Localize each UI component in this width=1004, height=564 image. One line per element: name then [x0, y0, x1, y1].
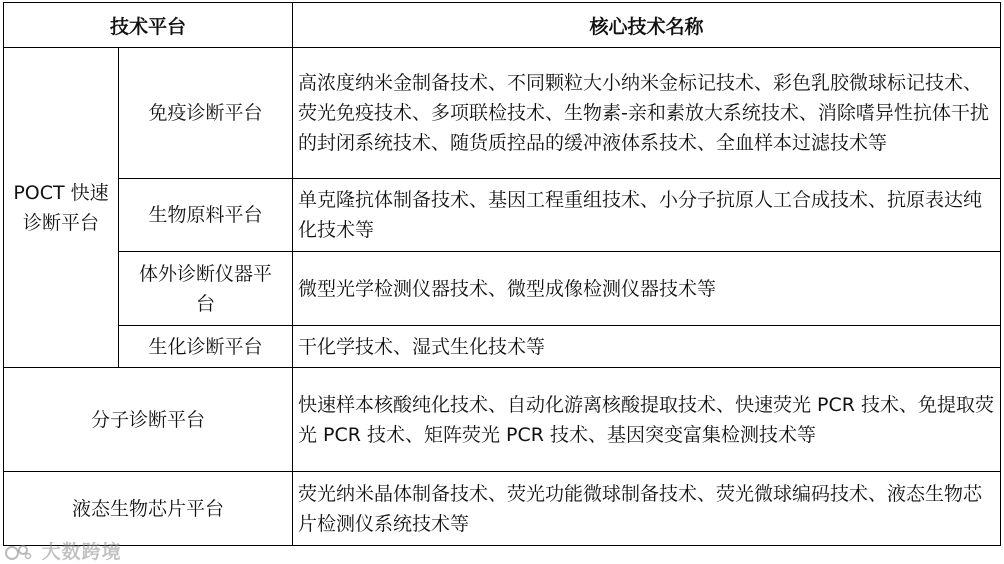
- header-core-tech: 核心技术名称: [293, 3, 1001, 48]
- table-row: [4, 326, 1001, 368]
- subplatform-instrument: [119, 252, 293, 326]
- desc-liquid-chip: 荧光纳米晶体制备技术、荧光功能微球制备技术、荧光微球编码技术、液态生物芯片检测仪系统技术等: [293, 472, 1001, 546]
- category-poct: [4, 48, 119, 368]
- watermark: [4, 537, 122, 564]
- table-row: [4, 368, 1001, 472]
- category-poct-label: POCT 快速诊断平台: [13, 181, 109, 234]
- desc-bio-materials: 单克隆抗体制备技术、基因工程重组技术、小分子抗原人工合成技术、抗原表达纯化技术等: [293, 179, 1001, 252]
- category-liquid-chip: 液态生物芯片平台: [4, 472, 293, 546]
- subplatform-bio-materials: 生物原料平台: [119, 179, 293, 252]
- header-platform: 技术平台: [4, 3, 293, 48]
- category-molecular: 分子诊断平台: [4, 368, 293, 472]
- table-row: [4, 472, 1001, 546]
- subplatform-biochem: 生化诊断平台: [119, 326, 293, 368]
- tech-platform-table: [3, 2, 1001, 546]
- subplatform-immuno: 免疫诊断平台: [119, 48, 293, 179]
- table-row: [4, 252, 1001, 326]
- subplatform-instrument-label: 体外诊断仪器平台: [139, 262, 273, 315]
- table-row: [4, 48, 1001, 179]
- desc-molecular: 快速样本核酸纯化技术、自动化游离核酸提取技术、快速荧光 PCR 技术、免提取荧光 PCR 技术、矩阵荧光 PCR 技术、基因突变富集检测技术等: [293, 368, 1001, 472]
- desc-biochem: 干化学技术、湿式生化技术等: [293, 326, 1001, 368]
- table-row: [4, 179, 1001, 252]
- watermark-text: 大数跨境: [41, 541, 122, 563]
- desc-instrument: 微型光学检测仪器技术、微型成像检测仪器技术等: [293, 252, 1001, 326]
- desc-immuno: 高浓度纳米金制备技术、不同颗粒大小纳米金标记技术、彩色乳胶微球标记技术、荧光免疫技术、多项联检技术、生物素-亲和素放大系统技术、消除嗜异性抗体干扰的封闭系统技术、随货质控品的缓冲液体系技术、全血样本过滤技术等: [293, 48, 1001, 179]
- watermark-logo-icon: [4, 544, 32, 562]
- table-header-row: [4, 3, 1001, 48]
